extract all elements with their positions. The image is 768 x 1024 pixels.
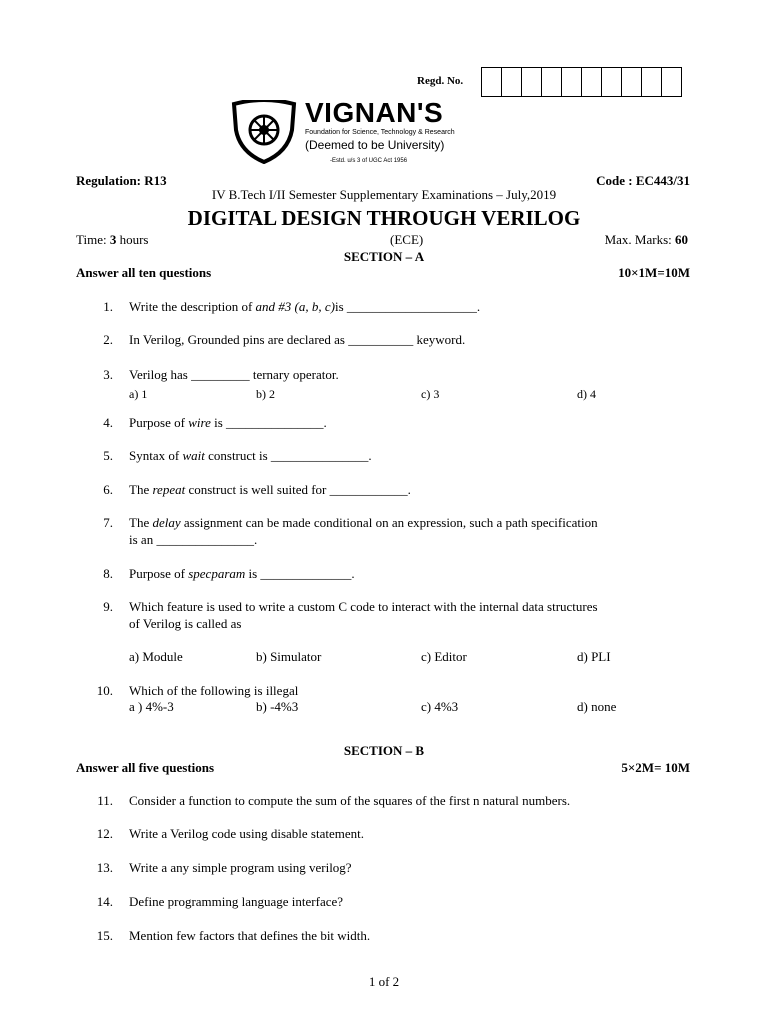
regd-box	[661, 68, 681, 96]
regd-box	[601, 68, 621, 96]
option-d: d) 4	[577, 387, 596, 401]
section-a-marks: 10×1M=10M	[618, 265, 690, 280]
regd-box	[521, 68, 541, 96]
question-text: The delay assignment can be made conditional on an expression, such a path specification	[129, 515, 598, 530]
question-number: 6.	[103, 482, 113, 497]
question-number: 13.	[96, 860, 113, 875]
question-text: Write a any simple program using verilog?	[129, 860, 352, 875]
question-text-line2: is an _______________.	[129, 532, 258, 547]
option-a: a) Module	[129, 649, 183, 664]
regd-box	[581, 68, 601, 96]
question-number: 12.	[96, 826, 113, 841]
section-b-title: SECTION – B	[343, 743, 425, 758]
marks-value: 60	[675, 232, 688, 247]
question-text: Which of the following is illegal	[129, 683, 299, 698]
option-c: c) 3	[421, 387, 440, 401]
question-text: The repeat construct is well suited for ____________.	[129, 482, 411, 497]
option-d: d) PLI	[577, 649, 611, 664]
time-value: 3	[109, 232, 117, 247]
branch: (ECE)	[390, 232, 424, 247]
question-text: Syntax of wait construct is _______________.	[129, 448, 372, 463]
question-text: Write the description of and #3 (a, b, c)is ____________________.	[129, 299, 481, 314]
question-text: Purpose of specparam is ______________.	[129, 566, 355, 581]
page-number: 1 of 2	[368, 974, 400, 989]
question-number: 1.	[103, 299, 113, 314]
option-b: b) 2	[256, 387, 275, 401]
section-b-instruction: Answer all five questions	[76, 760, 215, 775]
regd-box	[501, 68, 521, 96]
option-b: b) -4%3	[256, 699, 299, 714]
question-number: 8.	[103, 566, 113, 581]
question-text: Mention few factors that defines the bit width.	[129, 928, 371, 943]
question-number: 11.	[97, 793, 113, 808]
question-text: Purpose of wire is _______________.	[129, 415, 327, 430]
question-text: Define programming language interface?	[129, 894, 344, 909]
option-a: a) 1	[129, 387, 148, 401]
regd-box	[482, 68, 501, 96]
course-code: Code : EC443/31	[596, 173, 690, 188]
regulation: Regulation: R13	[76, 173, 167, 188]
brand-tagline: Foundation for Science, Technology & Research	[305, 129, 455, 136]
regd-box	[621, 68, 641, 96]
max-marks	[605, 232, 688, 248]
regd-label: Regd. No.	[417, 75, 464, 87]
option-c: c) 4%3	[421, 699, 459, 714]
question-number: 10.	[96, 683, 113, 698]
regd-box	[561, 68, 581, 96]
time-unit: hours	[119, 232, 149, 247]
question-number: 14.	[96, 894, 113, 909]
regd-box	[541, 68, 561, 96]
question-number: 7.	[103, 515, 113, 530]
question-number: 3.	[103, 367, 113, 382]
exam-name: IV B.Tech I/II Semester Supplementary Examinations – July,2019	[211, 187, 557, 202]
brand-name: VIGNAN'S	[305, 97, 444, 128]
university-shield-logo-icon	[230, 100, 298, 164]
regd-number-boxes	[481, 67, 682, 97]
question-number: 2.	[103, 332, 113, 347]
question-text: In Verilog, Grounded pins are declared as __________ keyword.	[129, 332, 466, 347]
question-text: Consider a function to compute the sum of the squares of the first n natural numbers.	[129, 793, 571, 808]
section-a-title: SECTION – A	[343, 249, 425, 264]
option-a: a ) 4%-3	[129, 699, 174, 714]
option-b: b) Simulator	[256, 649, 322, 664]
question-text-line2: of Verilog is called as	[129, 616, 242, 631]
question-text: Which feature is used to write a custom C code to interact with the internal data structures	[129, 599, 598, 614]
question-number: 4.	[103, 415, 113, 430]
marks-label: Max. Marks:	[604, 232, 672, 247]
option-d: d) none	[577, 699, 617, 714]
question-number: 5.	[103, 448, 113, 463]
time-label: Time:	[76, 232, 107, 247]
section-a-instruction: Answer all ten questions	[76, 265, 212, 280]
question-number: 15.	[96, 928, 113, 943]
section-b-marks: 5×2M= 10M	[621, 760, 690, 775]
time-info	[76, 232, 148, 248]
option-c: c) Editor	[421, 649, 467, 664]
question-number: 9.	[103, 599, 113, 614]
regd-box	[641, 68, 661, 96]
question-text: Verilog has _________ ternary operator.	[129, 367, 339, 382]
deemed-university: (Deemed to be University)	[305, 138, 445, 152]
paper-title: DIGITAL DESIGN THROUGH VERILOG	[187, 206, 581, 230]
question-text: Write a Verilog code using disable statement.	[129, 826, 364, 841]
established-note: -Estd. u/s 3 of UGC Act 1956	[330, 158, 408, 164]
